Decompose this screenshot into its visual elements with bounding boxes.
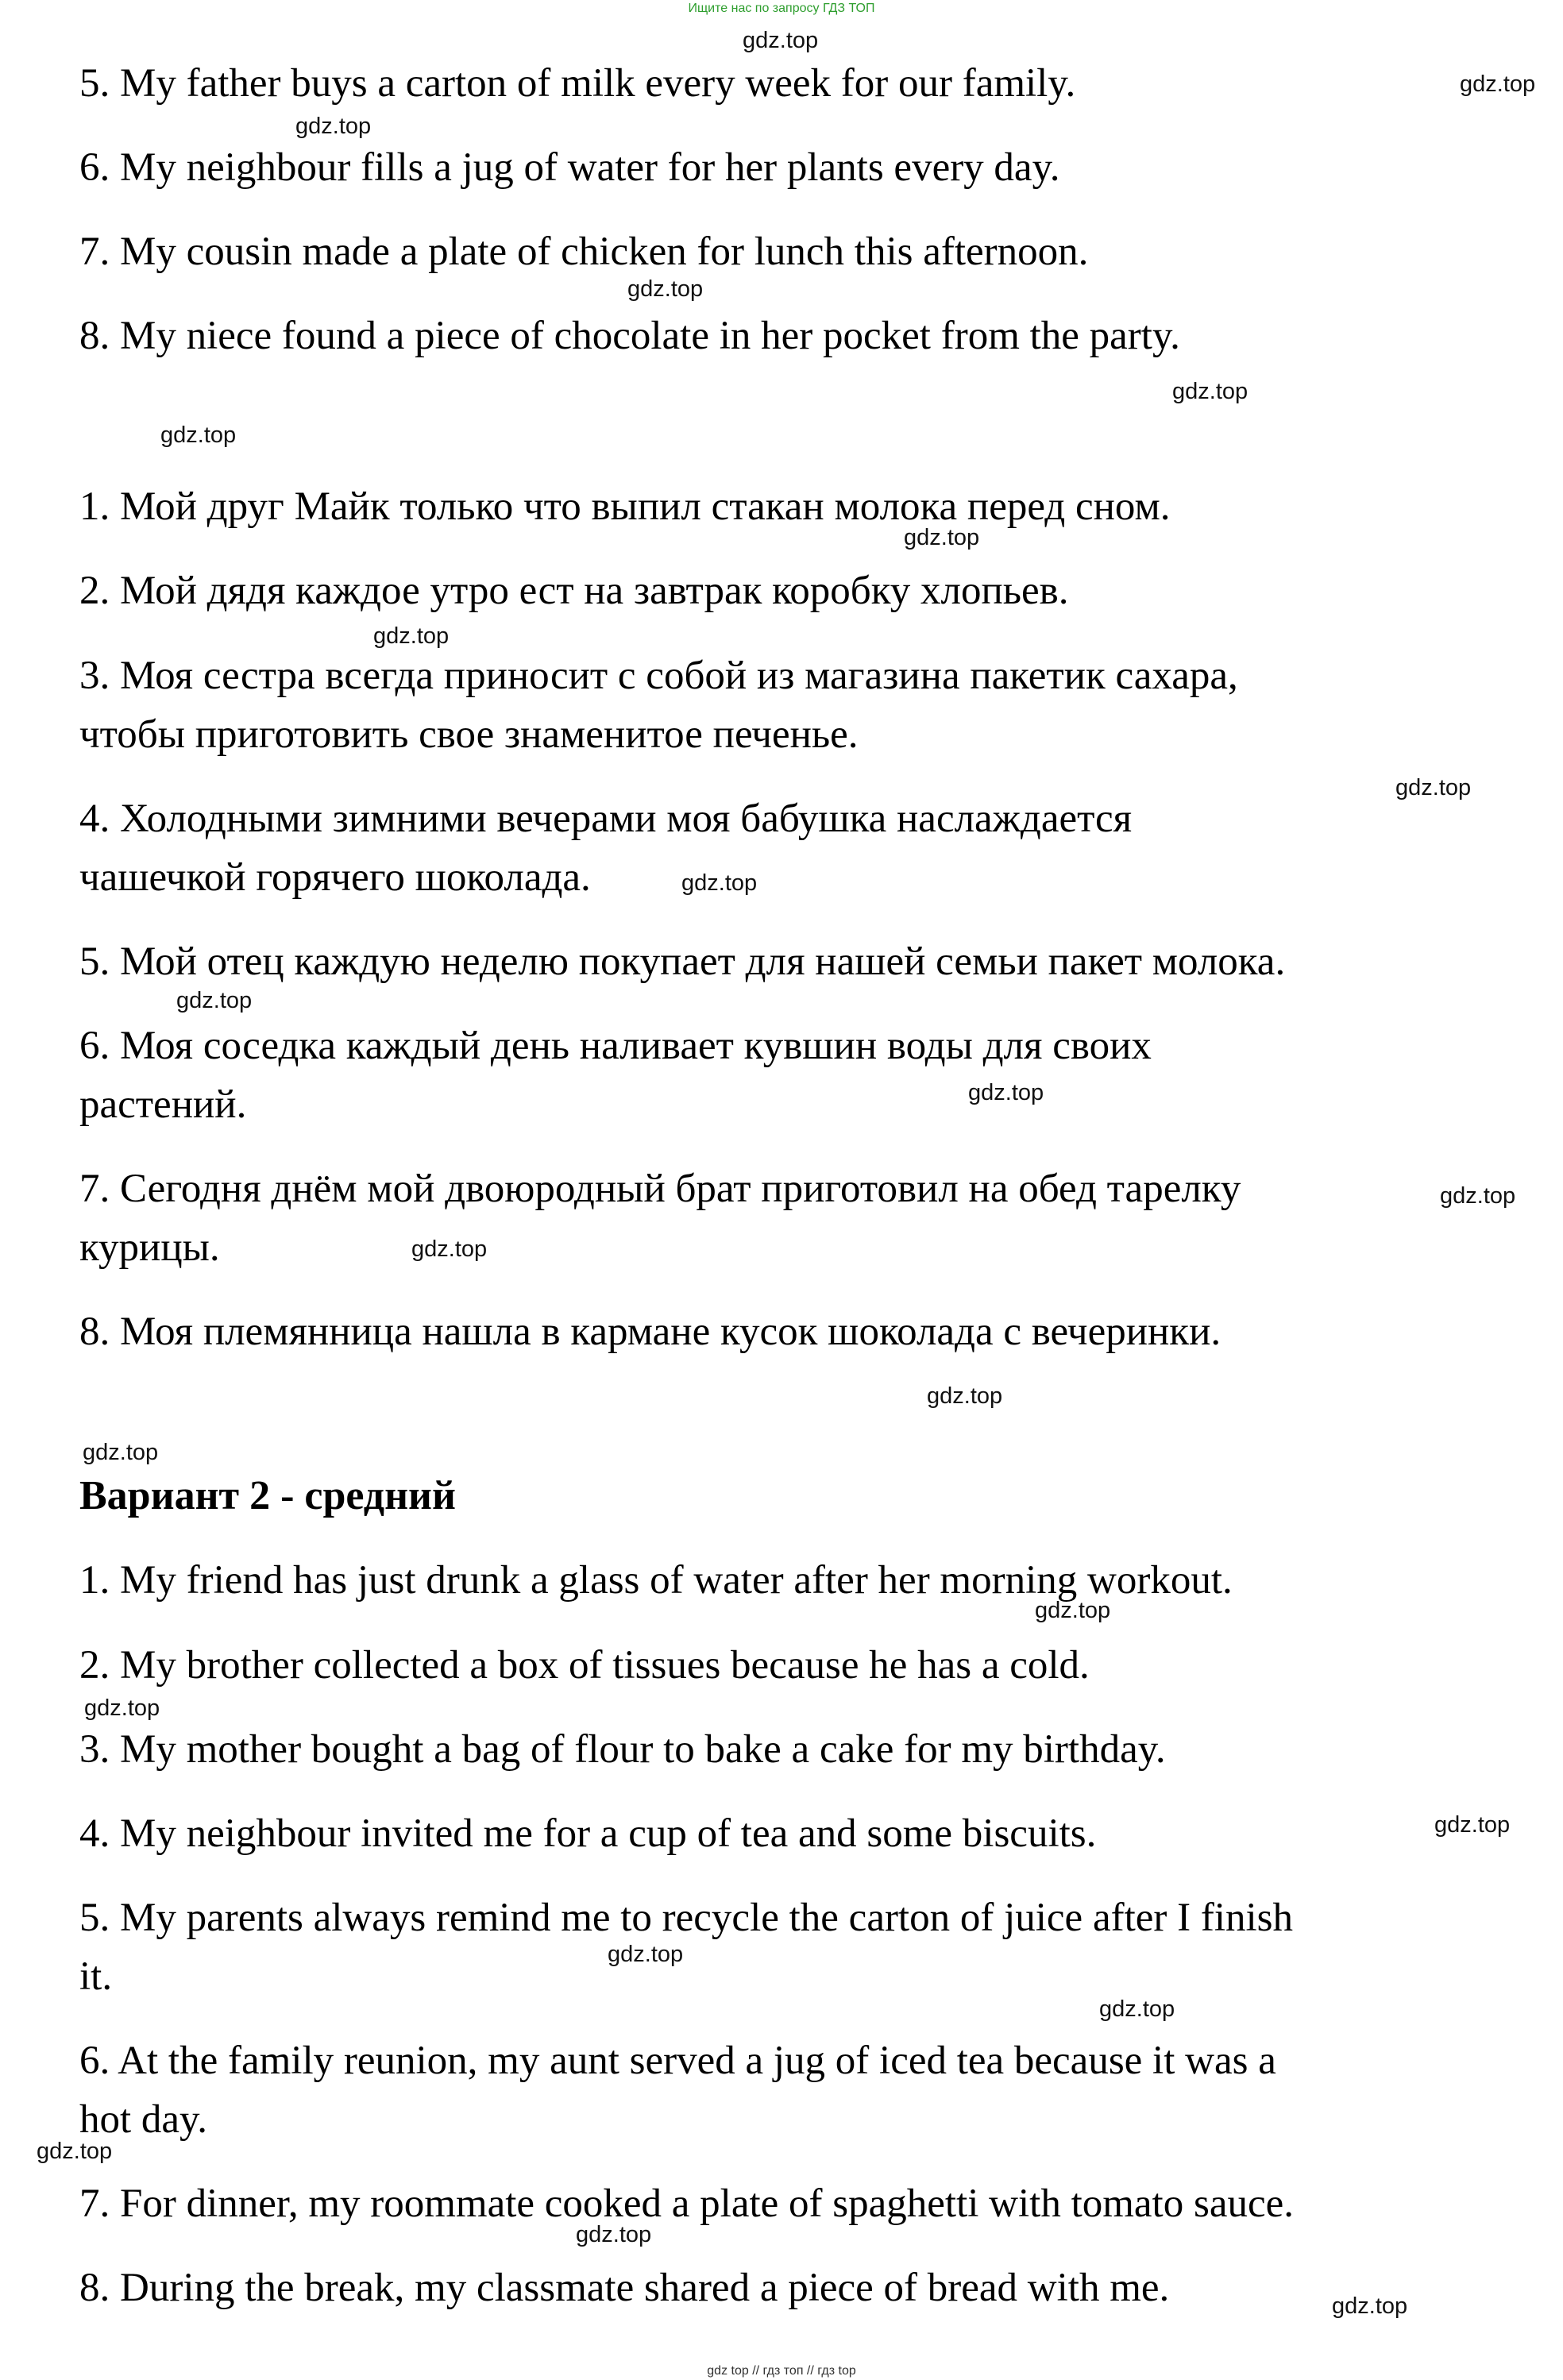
watermark: gdz.top bbox=[904, 525, 980, 550]
russian-sentence-2: 2. Мой дядя каждое утро ест на завтрак коробку хлопьев. bbox=[79, 569, 1069, 613]
watermark: gdz.top bbox=[1172, 379, 1248, 404]
watermark: gdz.top bbox=[1395, 775, 1472, 800]
russian-sentence-6-line-2: растений. bbox=[79, 1082, 247, 1127]
variant2-sentence-6-line-2: hot day. bbox=[79, 2097, 207, 2142]
russian-sentence-4-line-1: 4. Холодными зимними вечерами моя бабушка наслаждается bbox=[79, 797, 1133, 841]
watermark: gdz.top bbox=[576, 2222, 652, 2247]
russian-sentence-4-line-2: чашечкой горячего шоколада. bbox=[79, 855, 591, 900]
russian-sentence-5: 5. Мой отец каждую неделю покупает для нашей семьи пакет молока. bbox=[79, 939, 1286, 984]
watermark: gdz.top bbox=[160, 422, 237, 448]
variant2-sentence-2: 2. My brother collected a box of tissues because he has a cold. bbox=[79, 1643, 1090, 1688]
watermark: gdz.top bbox=[608, 1942, 684, 1967]
watermark: gdz.top bbox=[1332, 2293, 1408, 2319]
variant2-sentence-3: 3. My mother bought a bag of flour to bake a cake for my birthday. bbox=[79, 1727, 1166, 1772]
russian-sentence-3-line-1: 3. Моя сестра всегда приносит с собой из магазина пакетик сахара, bbox=[79, 654, 1238, 698]
russian-sentence-3-line-2: чтобы приготовить свое знаменитое печенье. bbox=[79, 712, 859, 757]
variant2-sentence-8: 8. During the break, my classmate shared a piece of bread with me. bbox=[79, 2266, 1170, 2310]
watermark: gdz.top bbox=[1099, 1996, 1175, 2022]
watermark: gdz.top bbox=[743, 28, 819, 53]
russian-sentence-7-line-2: курицы. bbox=[79, 1225, 220, 1270]
english-sentence-7: 7. My cousin made a plate of chicken for lunch this afternoon. bbox=[79, 230, 1089, 274]
watermark: gdz.top bbox=[37, 2139, 113, 2164]
watermark: gdz.top bbox=[1434, 1812, 1511, 1838]
watermark: gdz.top bbox=[927, 1383, 1003, 1409]
watermark: gdz.top bbox=[681, 870, 758, 896]
watermark: gdz.top bbox=[1035, 1598, 1111, 1623]
variant2-sentence-5-line-2: it. bbox=[79, 1954, 113, 1999]
watermark: gdz.top bbox=[411, 1236, 488, 1262]
english-sentence-5: 5. My father buys a carton of milk every week for our family. bbox=[79, 61, 1076, 106]
watermark: gdz.top bbox=[83, 1440, 159, 1465]
english-sentence-8: 8. My niece found a piece of chocolate in her pocket from the party. bbox=[79, 314, 1180, 358]
russian-sentence-8: 8. Моя племянница нашла в кармане кусок шоколада с вечеринки. bbox=[79, 1310, 1221, 1354]
watermark: gdz.top bbox=[627, 276, 704, 302]
watermark: gdz.top bbox=[295, 114, 372, 139]
watermark: gdz.top bbox=[1440, 1183, 1516, 1209]
english-sentence-6: 6. My neighbour fills a jug of water for her plants every day. bbox=[79, 145, 1060, 190]
search-banner[interactable]: Ищите нас по запросу ГДЗ ТОП bbox=[688, 2, 875, 15]
footer-watermark: gdz top // гдз топ // гдз top bbox=[707, 2364, 856, 2378]
variant-2-heading: Вариант 2 - средний bbox=[79, 1473, 456, 1518]
watermark: gdz.top bbox=[176, 988, 253, 1013]
watermark: gdz.top bbox=[1460, 71, 1536, 97]
variant2-sentence-7: 7. For dinner, my roommate cooked a plate of spaghetti with tomato sauce. bbox=[79, 2181, 1294, 2226]
russian-sentence-6-line-1: 6. Моя соседка каждый день наливает кувшин воды для своих bbox=[79, 1024, 1152, 1068]
watermark: gdz.top bbox=[84, 1695, 160, 1721]
variant2-sentence-6-line-1: 6. At the family reunion, my aunt served a jug of iced tea because it was a bbox=[79, 2039, 1276, 2083]
variant2-sentence-1: 1. My friend has just drunk a glass of water after her morning workout. bbox=[79, 1558, 1233, 1603]
russian-sentence-1: 1. Мой друг Майк только что выпил стакан молока перед сном. bbox=[79, 484, 1171, 529]
russian-sentence-7-line-1: 7. Сегодня днём мой двоюродный брат приготовил на обед тарелку bbox=[79, 1167, 1241, 1211]
variant2-sentence-4: 4. My neighbour invited me for a cup of tea and some biscuits. bbox=[79, 1811, 1097, 1856]
watermark: gdz.top bbox=[373, 623, 450, 649]
variant2-sentence-5-line-1: 5. My parents always remind me to recycle the carton of juice after I finish bbox=[79, 1896, 1294, 1940]
watermark: gdz.top bbox=[968, 1080, 1044, 1105]
